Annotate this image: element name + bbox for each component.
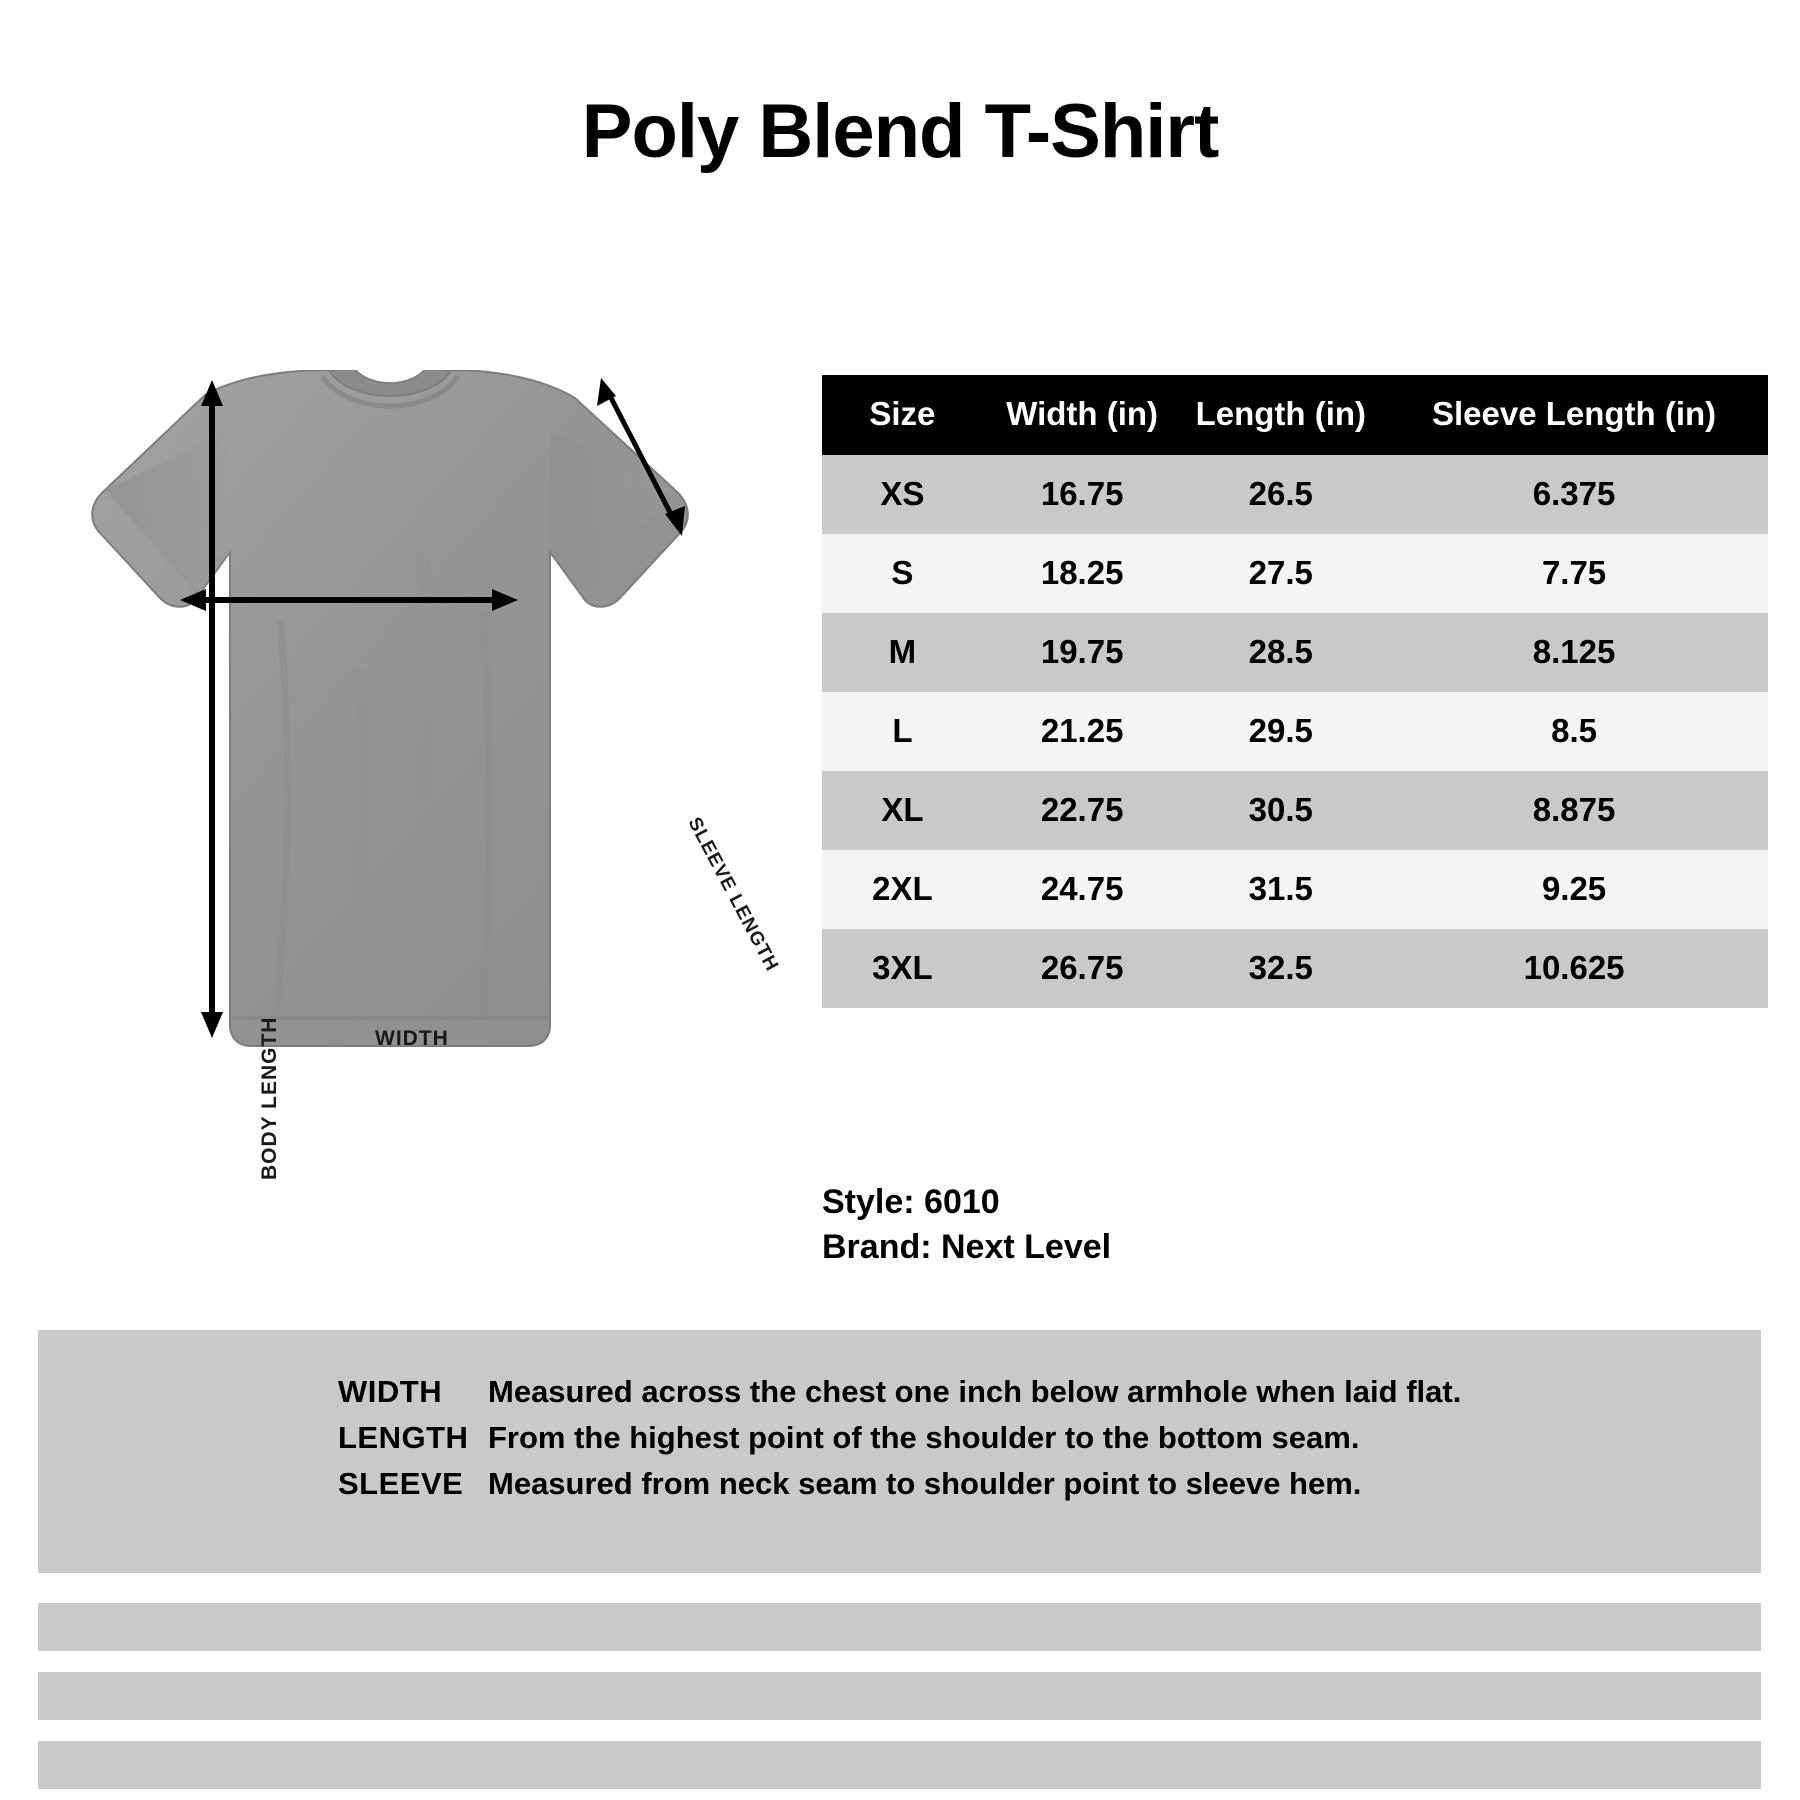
width-label: WIDTH — [375, 1027, 449, 1050]
cell-size: XS — [822, 455, 983, 534]
cell-length: 28.5 — [1181, 613, 1380, 692]
table-row — [822, 929, 1768, 1008]
sleeve-length-label: SLEEVE LENGTH — [683, 814, 783, 976]
table-row — [822, 613, 1768, 692]
cell-sleeve: 8.875 — [1380, 771, 1768, 850]
cell-length: 31.5 — [1181, 850, 1380, 929]
cell-width: 26.75 — [983, 929, 1182, 1008]
note-term-width: WIDTH — [338, 1374, 443, 1409]
cell-sleeve: 8.125 — [1380, 613, 1768, 692]
table-row — [822, 534, 1768, 613]
table-row — [822, 850, 1768, 929]
cell-width: 16.75 — [983, 455, 1182, 534]
cell-length: 29.5 — [1181, 692, 1380, 771]
notes-list — [338, 1374, 1741, 1512]
fold-2 — [358, 670, 364, 1025]
cell-width: 18.25 — [983, 534, 1182, 613]
decorative-bar-2 — [38, 1672, 1761, 1720]
note-desc-sleeve: Measured from neck seam to shoulder point to sleeve hem. — [488, 1466, 1362, 1501]
body-length-label: BODY LENGTH — [258, 1016, 281, 1180]
cell-size: M — [822, 613, 983, 692]
page-title: Poly Blend T-Shirt — [581, 89, 1219, 174]
cell-length: 30.5 — [1181, 771, 1380, 850]
size-table-head — [822, 375, 1768, 455]
size-table-wrapper — [822, 375, 1768, 1008]
cell-size: XL — [822, 771, 983, 850]
header-size: Size — [822, 375, 983, 455]
cell-sleeve: 7.75 — [1380, 534, 1768, 613]
product-meta — [822, 1180, 1111, 1270]
note-term-sleeve: SLEEVE — [338, 1466, 464, 1501]
size-table — [822, 375, 1768, 1008]
measurement-notes — [38, 1330, 1761, 1573]
table-row — [822, 771, 1768, 850]
cell-width: 24.75 — [983, 850, 1182, 929]
cell-width: 22.75 — [983, 771, 1182, 850]
cell-sleeve: 9.25 — [1380, 850, 1768, 929]
cell-width: 21.25 — [983, 692, 1182, 771]
cell-sleeve: 8.5 — [1380, 692, 1768, 771]
fold-4 — [422, 550, 427, 800]
cell-size: 3XL — [822, 929, 983, 1008]
decorative-bar-1 — [38, 1603, 1761, 1651]
table-row — [822, 455, 1768, 534]
note-desc-length: From the highest point of the shoulder to the bottom seam. — [488, 1420, 1360, 1455]
cell-length: 27.5 — [1181, 534, 1380, 613]
brand-name: Brand: Next Level — [822, 1228, 1112, 1267]
note-item — [338, 1420, 1741, 1456]
cell-length: 32.5 — [1181, 929, 1380, 1008]
header-length: Length (in) — [1181, 375, 1380, 455]
header-width: Width (in) — [983, 375, 1182, 455]
note-term-length: LENGTH — [338, 1420, 469, 1455]
cell-length: 26.5 — [1181, 455, 1380, 534]
size-table-body — [822, 455, 1768, 1008]
style-number: Style: 6010 — [822, 1183, 1000, 1221]
cell-width: 19.75 — [983, 613, 1182, 692]
note-item — [338, 1374, 1741, 1410]
tshirt-diagram — [30, 370, 800, 1200]
note-desc-width: Measured across the chest one inch below armhole when laid flat. — [488, 1374, 1462, 1409]
cell-size: L — [822, 692, 983, 771]
decorative-bar-3 — [38, 1741, 1761, 1789]
header-sleeve: Sleeve Length (in) — [1380, 375, 1768, 455]
cell-sleeve: 10.625 — [1380, 929, 1768, 1008]
cell-size: 2XL — [822, 850, 983, 929]
table-row — [822, 692, 1768, 771]
note-item — [338, 1466, 1741, 1502]
cell-size: S — [822, 534, 983, 613]
tshirt-illustration — [30, 370, 800, 1200]
cell-sleeve: 6.375 — [1380, 455, 1768, 534]
table-header-row — [822, 375, 1768, 455]
